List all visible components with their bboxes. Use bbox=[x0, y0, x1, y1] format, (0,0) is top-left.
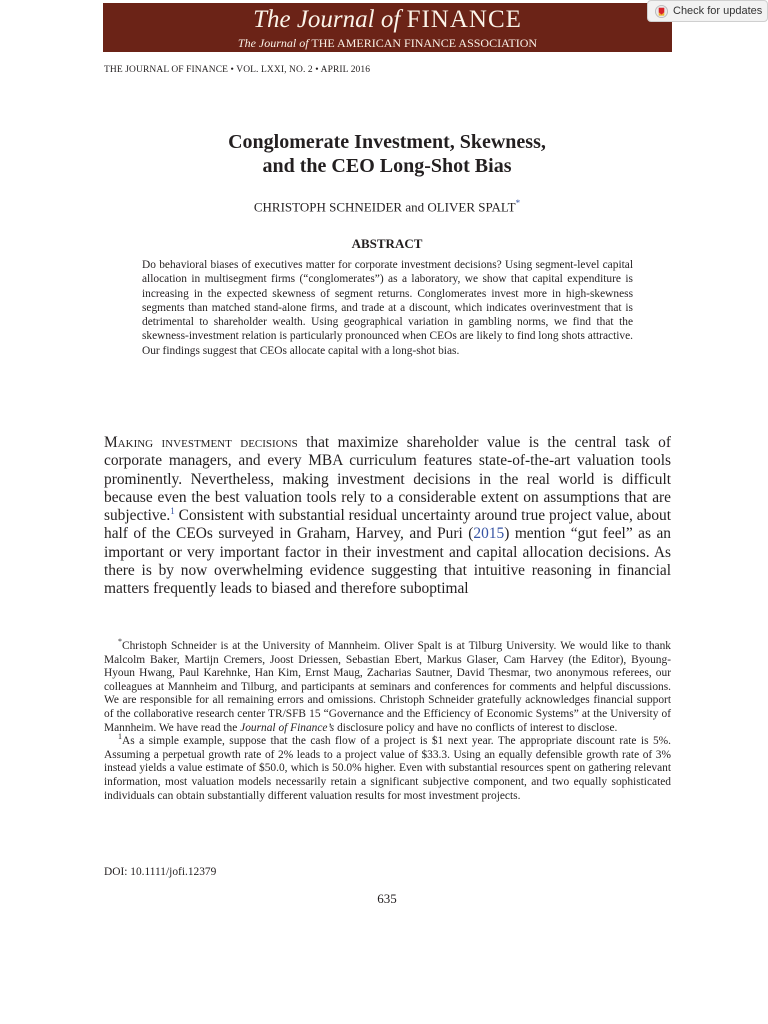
author-footnote-link[interactable]: * bbox=[515, 198, 521, 208]
footnote-1-link[interactable]: 1 bbox=[170, 506, 175, 517]
article-authors: CHRISTOPH SCHNEIDER and OLIVER SPALT* bbox=[253, 198, 521, 215]
crossmark-icon bbox=[655, 5, 668, 18]
footnotes bbox=[104, 637, 671, 803]
author-footnote: *Christoph Schneider is at the University of Mannheim. Oliver Spalt is at Tilburg University. We would like to thank Malcolm Baker, Martijn Cremers, Joost Driessen, Sebastian Ebert, Markus Glaser, Cam Harvey (the Editor), Byoung-Hyoun Hwang, Paul Karehnke, Han Kim, Ernst Maug, Zacharias Sautner, David Thesmar, two anonymous referees, our colleagues at Mannheim and Tilburg, and participants at seminars and conferences for comments and helpful discussions. We are responsible for all remaining errors and omissions. Christoph Schneider gratefully acknowledges financial support of the collaborative research center TR/SFB 15 “Governance and the Efficiency of Economic Systems” at the University of Mannheim. We have read the Journal of Finance’s disclosure policy and have no conflicts of interest to disclose. bbox=[104, 637, 671, 734]
body-paragraph: Making investment decisions that maximize shareholder value is the central task of corporate managers, and every MBA curriculum features state-of-the-art valuation tools prominently. Nevertheless, making investment decisions in the real world is difficult because even the best valuation tools rely to a considerable extent on assumptions that are subjective.$^1$ Consistent with substantial residual uncertainty around true project value, about half of the CEOs surveyed in Graham, Harvey, and Puri (2015) mention “gut feel” as an important or very important factor in their investment and capital allocation decisions. As there is by now overwhelming evidence suggesting that intuitive reasoning in financial matters frequently leads to biased and therefore suboptimal bbox=[104, 434, 672, 598]
check-for-updates-button[interactable] bbox=[647, 0, 768, 22]
running-header: THE JOURNAL OF FINANCE • VOL. LXXI, NO. 2 • APRIL 2016 bbox=[104, 65, 371, 75]
citation-year-link[interactable]: 2015 bbox=[473, 525, 505, 543]
abstract-heading: ABSTRACT bbox=[351, 236, 423, 251]
article-title: Conglomerate Investment, Skewness, and the CEO Long-Shot Bias bbox=[228, 131, 546, 177]
body-lead-in: Making investment decisions bbox=[104, 434, 298, 451]
abstract-text: Do behavioral biases of executives matter for corporate investment decisions? Using segment-level capital allocation in multisegment firms (“conglomerates”) as a laboratory, we show that capital expenditure is increasing in the expected skewness of segment returns. Conglomerates invest more in high-skewness segments than matched stand-alone firms, and trade at a discount, which indicates overinvestment that is detrimental to shareholder wealth. Using geographical variation in gambling norms, we find that the skewness-investment relation is particularly pronounced when CEOs are likely to find long shots attractive. Our findings suggest that CEOs allocate capital with a long-shot bias. bbox=[142, 259, 633, 357]
page-number: 635 bbox=[377, 891, 397, 906]
footnote-1: $^1$As a simple example, suppose that the cash flow of a project is $1 next year. The appropriate discount rate is 5%. Assuming a perpetual growth rate of 2% leads to a project value of $33.3. Using an equally defensible growth rate of 3% instead yields a value estimate of $50.0, which is 50.0% higher. Even with substantial resources spent on gathering relevant information, most valuation models necessarily retain a significant subjective component, and two equally sophisticated individuals can obtain substantially different valuation results for most investment projects. bbox=[104, 732, 671, 802]
journal-title: The Journal of FINANCE bbox=[253, 6, 522, 33]
doi: DOI: 10.1111/jofi.12379 bbox=[104, 866, 217, 878]
journal-subtitle: The Journal of THE AMERICAN FINANCE ASSOCIATION bbox=[237, 36, 538, 50]
check-for-updates-label: Check for updates bbox=[673, 5, 763, 17]
journal-banner bbox=[103, 3, 672, 52]
